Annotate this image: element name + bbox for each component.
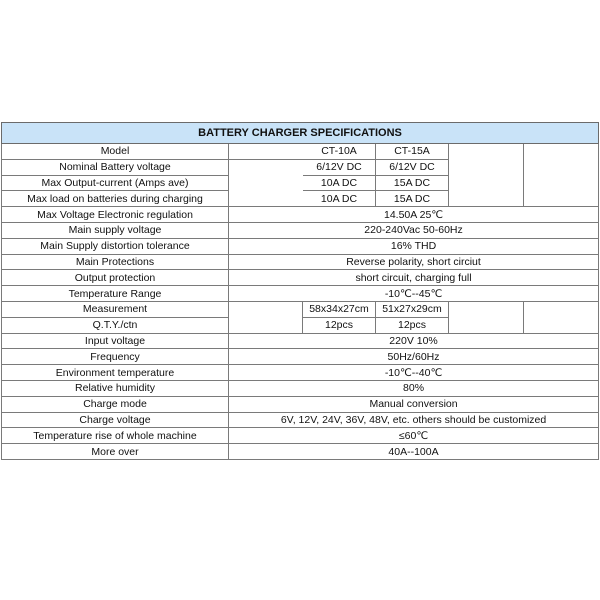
cell-value: Reverse polarity, short circiut <box>229 254 599 270</box>
row-label: Model <box>2 144 229 160</box>
cell-value: 51x27x29cm <box>376 301 449 317</box>
empty-cell <box>449 144 524 160</box>
table-row <box>2 365 599 381</box>
table-row <box>2 349 599 365</box>
cell-value: ≤60℃ <box>229 428 599 444</box>
table-row <box>2 286 599 302</box>
empty-cell <box>449 317 524 333</box>
cell-value: 14.50A 25℃ <box>229 207 599 223</box>
empty-cell <box>524 175 599 191</box>
table-row <box>2 444 599 460</box>
cell-value: 15A DC <box>376 191 449 207</box>
row-label: Nominal Battery voltage <box>2 159 229 175</box>
cell-value: 15A DC <box>376 175 449 191</box>
cell-value: Manual conversion <box>229 396 599 412</box>
row-label: Main Protections <box>2 254 229 270</box>
cell-value: 80% <box>229 380 599 396</box>
row-label: Temperature rise of whole machine <box>2 428 229 444</box>
cell-value: -10℃--45℃ <box>229 286 599 302</box>
battery-charger-spec-table <box>1 122 599 460</box>
table-row <box>2 412 599 428</box>
row-label: Output protection <box>2 270 229 286</box>
cell-value: 10A DC <box>303 191 376 207</box>
cell-value: -10℃--40℃ <box>229 365 599 381</box>
empty-cell <box>229 317 303 333</box>
row-label: Input voltage <box>2 333 229 349</box>
cell-value: 16% THD <box>229 238 599 254</box>
cell-value: CT-10A <box>303 144 376 160</box>
row-label: Q.T.Y./ctn <box>2 317 229 333</box>
row-label: Charge voltage <box>2 412 229 428</box>
empty-cell <box>229 175 303 191</box>
empty-cell <box>524 317 599 333</box>
empty-cell <box>449 301 524 317</box>
row-label: Environment temperature <box>2 365 229 381</box>
cell-value: 12pcs <box>303 317 376 333</box>
row-label: Main supply voltage <box>2 222 229 238</box>
empty-cell <box>524 159 599 175</box>
table-row <box>2 175 599 191</box>
empty-cell <box>229 159 303 175</box>
empty-cell <box>449 175 524 191</box>
row-label: Main Supply distortion tolerance <box>2 238 229 254</box>
empty-cell <box>524 301 599 317</box>
table-row <box>2 396 599 412</box>
table-row <box>2 222 599 238</box>
row-label: Max Voltage Electronic regulation <box>2 207 229 223</box>
empty-cell <box>229 301 303 317</box>
empty-cell <box>229 144 303 160</box>
cell-value: short circuit, charging full <box>229 270 599 286</box>
table-row <box>2 191 599 207</box>
cell-value: 6/12V DC <box>303 159 376 175</box>
table-row <box>2 428 599 444</box>
row-label: Charge mode <box>2 396 229 412</box>
table-row <box>2 317 599 333</box>
empty-cell <box>524 191 599 207</box>
cell-value: 6V, 12V, 24V, 36V, 48V, etc. others should be customized <box>229 412 599 428</box>
cell-value: 40A--100A <box>229 444 599 460</box>
row-label: Frequency <box>2 349 229 365</box>
cell-value: 50Hz/60Hz <box>229 349 599 365</box>
table-row <box>2 207 599 223</box>
table-row <box>2 159 599 175</box>
table-row <box>2 301 599 317</box>
cell-value: 220-240Vac 50-60Hz <box>229 222 599 238</box>
row-label: Temperature Range <box>2 286 229 302</box>
table-title: BATTERY CHARGER SPECIFICATIONS <box>2 123 599 144</box>
table-row <box>2 333 599 349</box>
table-row <box>2 254 599 270</box>
empty-cell <box>449 191 524 207</box>
row-label: Max Output-current (Amps ave) <box>2 175 229 191</box>
table-row <box>2 144 599 160</box>
cell-value: 6/12V DC <box>376 159 449 175</box>
table-row <box>2 380 599 396</box>
cell-value: 220V 10% <box>229 333 599 349</box>
table-title-row <box>2 123 599 144</box>
empty-cell <box>524 144 599 160</box>
table-row <box>2 238 599 254</box>
row-label: Max load on batteries during charging <box>2 191 229 207</box>
cell-value: 58x34x27cm <box>303 301 376 317</box>
empty-cell <box>449 159 524 175</box>
row-label: More over <box>2 444 229 460</box>
cell-value: CT-15A <box>376 144 449 160</box>
cell-value: 10A DC <box>303 175 376 191</box>
empty-cell <box>229 191 303 207</box>
row-label: Measurement <box>2 301 229 317</box>
row-label: Relative humidity <box>2 380 229 396</box>
table-row <box>2 270 599 286</box>
cell-value: 12pcs <box>376 317 449 333</box>
